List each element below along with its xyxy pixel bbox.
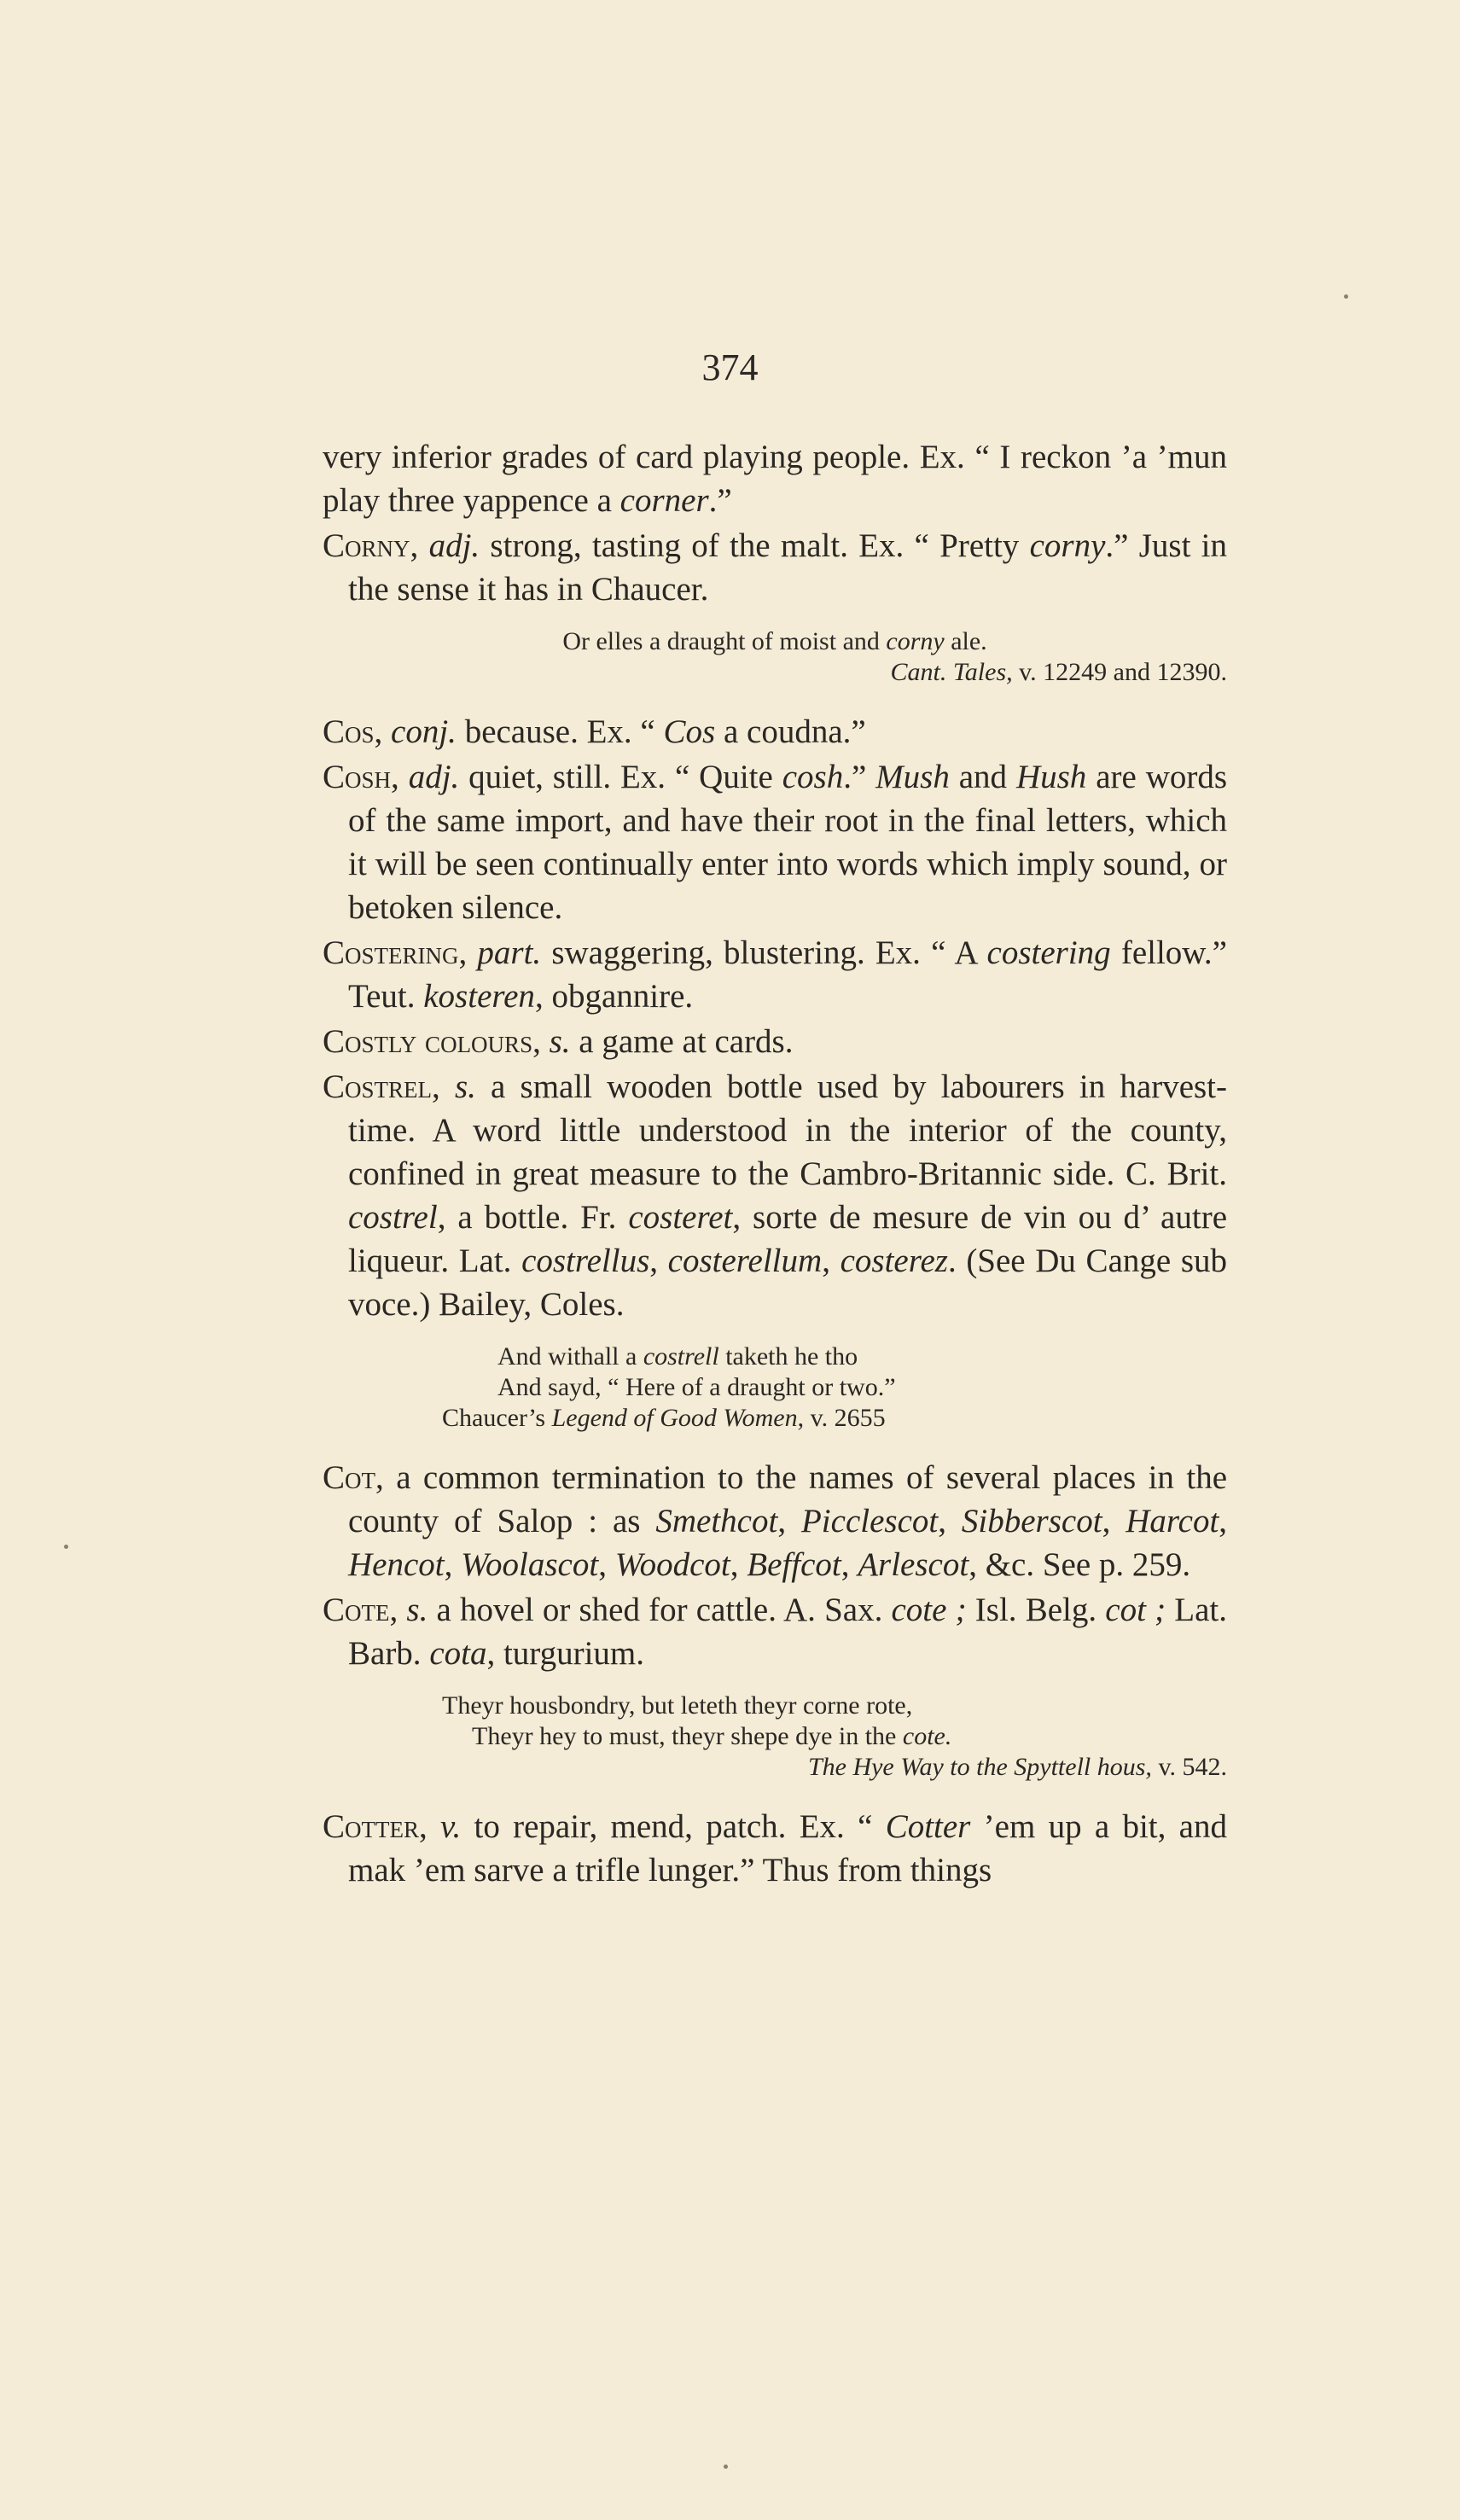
headword: Costly colours, bbox=[323, 1023, 541, 1060]
quote-citation: The Hye Way to the Spyttell hous, v. 542. bbox=[807, 1753, 1227, 1781]
quote-line: And sayd, “ Here of a draught or two.” bbox=[497, 1373, 896, 1401]
quote-line: Theyr housbondry, but leteth theyr corne rote, bbox=[442, 1691, 913, 1720]
entry-costly-colours: Costly colours, s. a game at cards. bbox=[323, 1023, 794, 1060]
quote-citation: Cant. Tales, v. 12249 and 12390. bbox=[890, 658, 1227, 686]
entry-cot: Cot, a common termination to the names of several places in the county of Salop : as Smethcot, Picclescot, Sibberscot, Harcot, Hencot, Woolascot, Woodcot, Beffcot, Arlescot, &c. See p. 259. bbox=[323, 1459, 1228, 1583]
dictionary-text bbox=[323, 435, 1227, 1894]
entry-costrel: Costrel, s. a small wooden bottle used by labourers in harvest-time. A word little understood in the interior of the county, confined in great measure to the Cambro-Britannic side. C. Brit. costrel, a bottle. Fr. costeret, sorte de mesure de vin ou d’ autre liqueur. Lat. costrellus, costerellum, costerez. (See Du Cange sub voce.) Bailey, Coles. bbox=[323, 1068, 1227, 1323]
headword: Cote, bbox=[323, 1592, 398, 1628]
headword: Corny, bbox=[323, 527, 419, 564]
entry-costering: Costering, part. swaggering, blustering. Ex. “ A costering fellow.” Teut. kosteren, obgannire. bbox=[323, 934, 1227, 1015]
headword: Costering, bbox=[323, 934, 468, 971]
quote-line: And withall a costrell taketh he tho bbox=[497, 1342, 858, 1371]
entry-continuation: very inferior grades of card playing people. Ex. “ I reckon ’a ’mun play three yappence a corner.” bbox=[323, 439, 1227, 519]
entry-cote: Cote, s. a hovel or shed for cattle. A. Sax. cote ; Isl. Belg. cot ; Lat. Barb. cota, turgurium. bbox=[323, 1592, 1227, 1672]
quotation-costrel bbox=[323, 1341, 1227, 1434]
entry-cosh: Cosh, adj. quiet, still. Ex. “ Quite cosh.” Mush and Hush are words of the same import, and have their root in the final letters, which it will be seen continually enter into words which imply sound, or betoken silence. bbox=[323, 759, 1228, 926]
quotation-corny bbox=[323, 626, 1227, 688]
quotation-cote bbox=[323, 1691, 1227, 1783]
quote-line: Theyr hey to must, theyr shepe dye in the cote. bbox=[472, 1722, 952, 1750]
entry-corny: Corny, adj. strong, tasting of the malt. Ex. “ Pretty corny.” Just in the sense it has in Chaucer. bbox=[323, 527, 1228, 608]
headword: Costrel, bbox=[323, 1068, 440, 1105]
headword: Cot, bbox=[323, 1459, 384, 1496]
page-number: 374 bbox=[701, 346, 759, 388]
quote-line: Or elles a draught of moist and corny ale. bbox=[562, 627, 987, 655]
headword: Cotter, bbox=[323, 1808, 428, 1845]
headword: Cosh, bbox=[323, 759, 399, 795]
entry-cotter: Cotter, v. to repair, mend, patch. Ex. “ Cotter ’em up a bit, and mak ’em sarve a trifle lunger.” Thus from things bbox=[323, 1808, 1227, 1889]
entry-cos: Cos, conj. because. Ex. “ Cos a coudna.” bbox=[323, 713, 866, 750]
headword: Cos, bbox=[323, 713, 383, 750]
paper-speck bbox=[64, 1545, 68, 1549]
paper-speck bbox=[1344, 294, 1348, 299]
paper-speck bbox=[724, 2465, 728, 2469]
quote-citation: Chaucer’s Legend of Good Women, v. 2655 bbox=[442, 1404, 886, 1432]
